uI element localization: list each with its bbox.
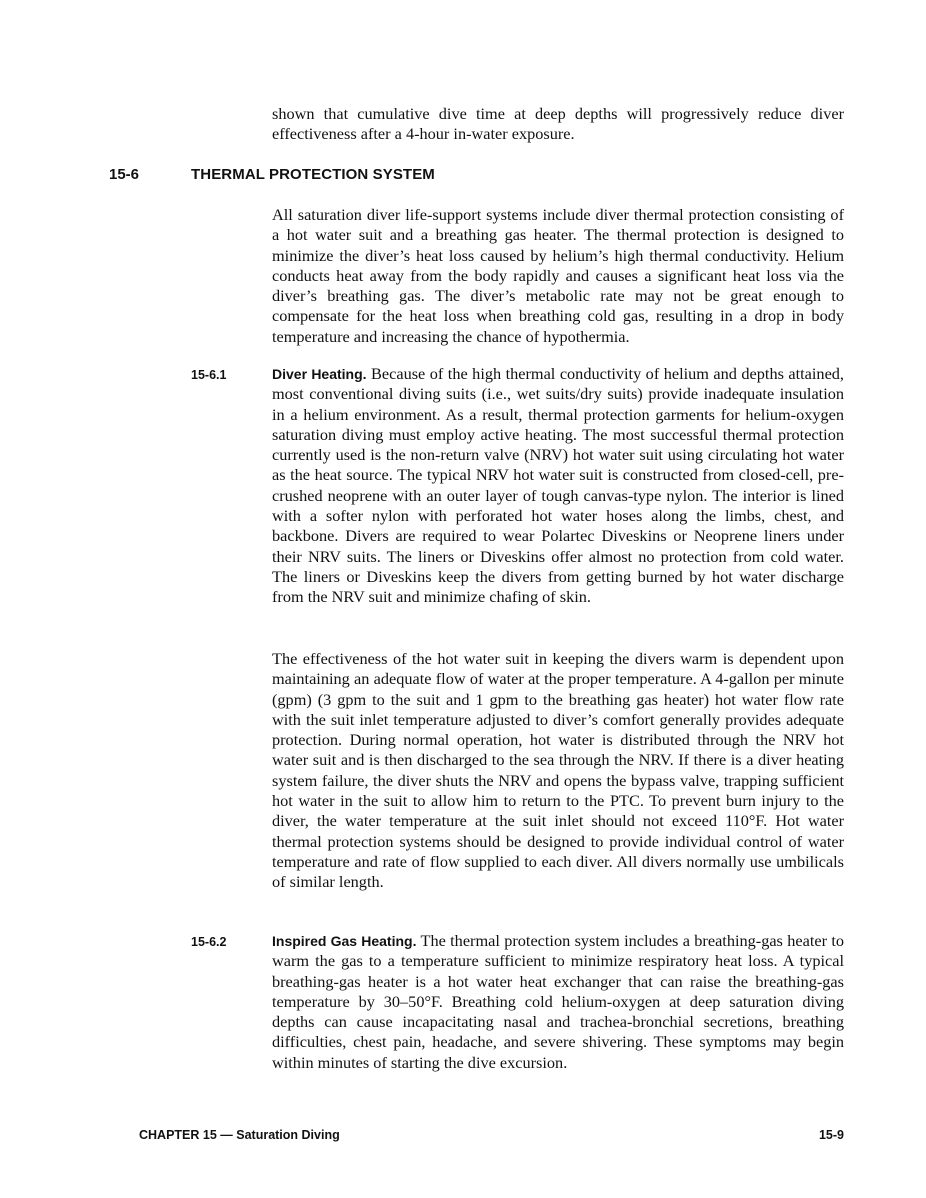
footer-page-number: 15-9 xyxy=(818,1128,844,1142)
subsection-15-6-2-text: The thermal protection system includes a breathing-gas heater to warm the gas to a temperature sufficient to minimize respiratory heat loss. A typical breathing-gas heater is a hot water heat exchanger that can raise the breathing-gas temperature by 30–50°F. Breathing cold helium-oxygen at deep saturation diving depths can cause incapacitating nasal and trachea-bronchial secretions, breathing difficulties, chest pain, headache, and severe shivering. These symptoms may begin within minutes of starting the dive excursion. xyxy=(272,931,844,1072)
subsection-number-15-6-2: 15-6.2 xyxy=(191,935,227,949)
subsection-title-inspired-gas-heating: Inspired Gas Heating. xyxy=(272,933,417,949)
section-paragraph: All saturation diver life-support systems include diver thermal protection consisting of a hot water suit and a breathing gas heater. The thermal protection is designed to minimize the diver’s heat loss caused by helium’s high thermal conductivity. Helium conducts heat away from the body rapidly and causes a significant heat loss via the diver’s breathing gas. The diver’s metabolic rate may not be great enough to compensate for the heat loss when breathing cold gas, resulting in a drop in body temperature and increasing the chance of hypothermia. xyxy=(272,205,844,346)
subsection-number-15-6-1: 15-6.1 xyxy=(191,368,227,382)
subsection-15-6-1-paragraph xyxy=(272,364,844,608)
subsection-15-6-1-text: Because of the high thermal conductivity of helium and depths attained, most conventional diving suits (i.e., wet suits/dry suits) provide inadequate insulation in a helium environment. As a result, thermal protection garments for helium-oxygen saturation diving must employ active heating. The most successful thermal protection currently used is the non-return valve (NRV) hot water suit using circulating hot water as the heat source. The typical NRV hot water suit is constructed from closed-cell, pre-crushed neoprene with an outer layer of tough canvas-type nylon. The interior is lined with a softer nylon with perforated hot water hoses along the limbs, chest, and backbone. Divers are required to wear Polartec Diveskins or Neoprene liners under their NRV suits. The liners or Diveskins offer almost no protection from cold water. The liners or Diveskins keep the divers from getting burned by hot water discharge from the NRV suit and minimize chafing of skin. xyxy=(272,364,845,607)
intro-paragraph: shown that cumulative dive time at deep depths will progressively reduce diver effectiveness after a 4-hour in-water exposure. xyxy=(272,104,844,144)
subsection-title-diver-heating: Diver Heating. xyxy=(272,366,367,382)
footer-chapter: CHAPTER 15 — Saturation Diving xyxy=(139,1128,340,1142)
section-number: 15-6 xyxy=(109,166,140,183)
section-title: THERMAL PROTECTION SYSTEM xyxy=(191,166,435,183)
subsection-15-6-2-paragraph xyxy=(272,931,844,1073)
subsection-15-6-1-paragraph-2: The effectiveness of the hot water suit in keeping the divers warm is dependent upon maintaining an adequate flow of water at the proper temperature. A 4-gallon per minute (gpm) (3 gpm to the suit and 1 gpm to the breathing gas heater) hot water flow rate with the suit inlet temperature adjusted to diver’s comfort generally provides adequate protection. During normal operation, hot water is distributed through the NRV hot water suit and is then discharged to the sea through the NRV. If there is a diver heating system failure, the diver shuts the NRV and opens the bypass valve, trapping sufficient hot water in the suit to allow him to return to the PTC. To prevent burn injury to the diver, the water temperature at the suit inlet should not exceed 110°F. Hot water thermal protection systems should be designed to provide individual control of water temperature and rate of flow supplied to each diver. All divers normally use umbilicals of similar length. xyxy=(272,649,844,892)
